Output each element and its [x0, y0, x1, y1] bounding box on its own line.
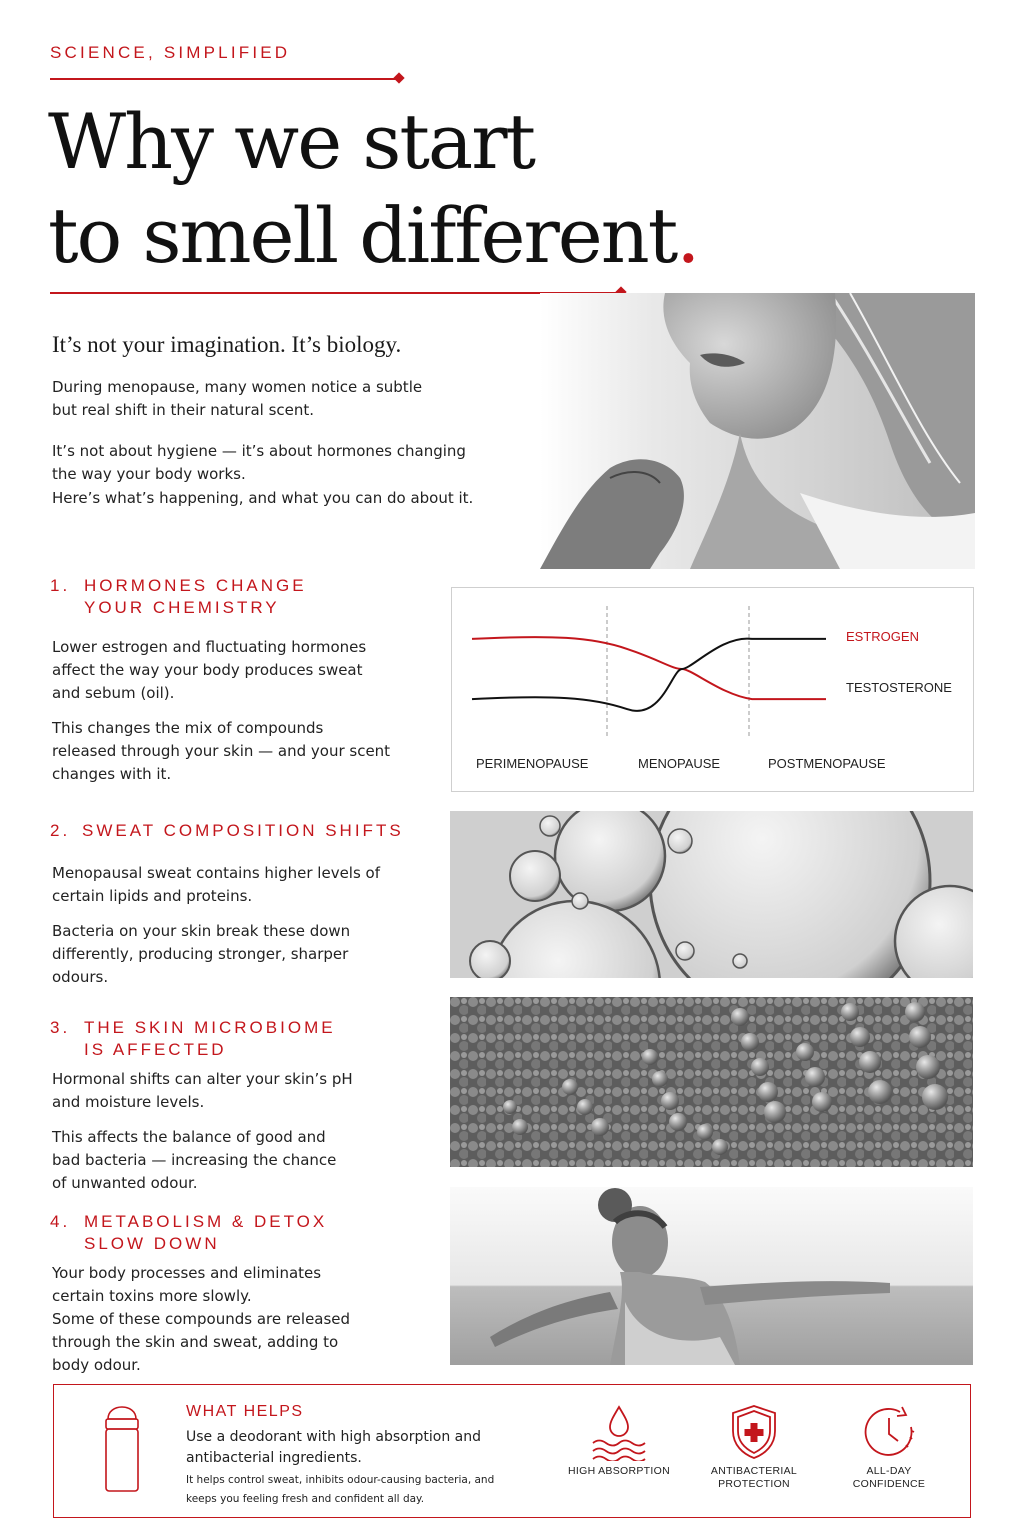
kicker: SCIENCE, SIMPLIFIED [50, 43, 291, 62]
woman-stretching-photo [450, 1187, 973, 1365]
title-dot: . [676, 191, 699, 280]
hormone-chart [451, 587, 974, 792]
what-helps-panel [53, 1384, 971, 1518]
section-4-title-line-1: METABOLISM & DETOX [84, 1212, 328, 1231]
section-2-paragraph-1: Menopausal sweat contains higher levels of certain lipids and proteins. [52, 864, 381, 905]
title-line-1: Why we start [48, 97, 535, 186]
what-helps-main-text: Use a deodorant with high absorption and antibacterial ingredients. [186, 1429, 481, 1466]
x-tick-perimenopause: PERIMENOPAUSE [476, 756, 589, 771]
water-drop-icon [559, 1403, 679, 1463]
section-3-paragraph-2: This affects the balance of good and bad bacteria — increasing the chance of unwanted odour. [52, 1128, 337, 1192]
hero-photo [540, 293, 975, 569]
x-tick-menopause: MENOPAUSE [638, 756, 721, 771]
legend-testosterone: TESTOSTERONE [846, 680, 952, 695]
section-1-paragraph-1: Lower estrogen and fluctuating hormones affect the way your body produces sweat and sebum (oil). [52, 638, 367, 702]
feature-antibacterial-label-1: ANTIBACTERIAL [710, 1465, 798, 1477]
clock-icon [829, 1403, 949, 1463]
feature-antibacterial [694, 1403, 814, 1491]
what-helps-title: WHAT HELPS [186, 1403, 304, 1420]
feature-all-day-label-2: CONFIDENCE [852, 1478, 926, 1490]
title-line-2-text: to smell different [48, 191, 677, 280]
section-4-paragraph-1: Your body processes and eliminates certain toxins more slowly. [52, 1264, 322, 1305]
estrogen-line [472, 637, 826, 699]
lede: It’s not your imagination. It’s biology. [52, 332, 402, 357]
section-4-title [50, 1211, 327, 1255]
section-2-title-line-1: SWEAT COMPOSITION SHIFTS [82, 821, 404, 840]
title-line-2 [48, 189, 698, 283]
section-2-body [52, 862, 382, 1001]
section-1-body [52, 636, 392, 798]
feature-all-day [829, 1403, 949, 1491]
section-4-number: 4. [50, 1212, 71, 1231]
section-3-title [50, 1017, 336, 1061]
feature-high-absorption-label: HIGH ABSORPTION [568, 1465, 670, 1477]
section-2-paragraph-2: Bacteria on your skin break these down differently, producing stronger, sharper odours. [52, 922, 351, 986]
section-1-title [50, 575, 307, 619]
section-1-paragraph-2: This changes the mix of compounds released through your skin — and your scent changes with it. [52, 719, 391, 783]
feature-antibacterial-label-2: PROTECTION [718, 1478, 790, 1490]
feature-all-day-label-1: ALL-DAY [866, 1465, 912, 1477]
kicker-rule [50, 78, 398, 80]
what-helps-sub-text: It helps control sweat, inhibits odour-causing bacteria, and keeps you feeling fresh and confident all day. [186, 1474, 495, 1505]
legend-estrogen: ESTROGEN [846, 629, 919, 644]
deodorant-stick-icon [102, 1399, 142, 1499]
section-1-title-line-2: YOUR CHEMISTRY [84, 598, 280, 617]
section-4-paragraph-2: Some of these compounds are released through the skin and sweat, adding to body odour. [52, 1310, 351, 1374]
section-3-number: 3. [50, 1018, 71, 1037]
microbiome-photo [450, 997, 973, 1167]
title-rule [50, 292, 620, 294]
feature-high-absorption [559, 1403, 679, 1478]
section-4-body [52, 1262, 367, 1389]
section-2-number: 2. [50, 821, 71, 840]
section-3-body [52, 1068, 372, 1207]
section-3-paragraph-1: Hormonal shifts can alter your skin’s pH and moisture levels. [52, 1070, 353, 1111]
section-3-title-line-1: THE SKIN MICROBIOME [84, 1018, 336, 1037]
intro-paragraph-2 [52, 440, 492, 486]
x-tick-postmenopause: POSTMENOPAUSE [768, 756, 886, 771]
section-3-title-line-2: IS AFFECTED [84, 1040, 227, 1059]
section-4-title-line-2: SLOW DOWN [84, 1234, 220, 1253]
intro-paragraph-3: Here’s what’s happening, and what you can do about it. [52, 489, 474, 507]
page-title [48, 95, 698, 283]
section-1-title-line-1: HORMONES CHANGE [84, 576, 307, 595]
sweat-bubbles-photo [450, 811, 973, 978]
section-2-title [50, 820, 404, 842]
intro-paragraph-1: During menopause, many women notice a subtle but real shift in their natural scent. [52, 378, 423, 419]
intro-paragraph-2-line-1: It’s not about hygiene — it’s about hormones changing the way your body works. [52, 442, 466, 483]
section-1-number: 1. [50, 576, 71, 595]
shield-cross-icon [694, 1403, 814, 1463]
